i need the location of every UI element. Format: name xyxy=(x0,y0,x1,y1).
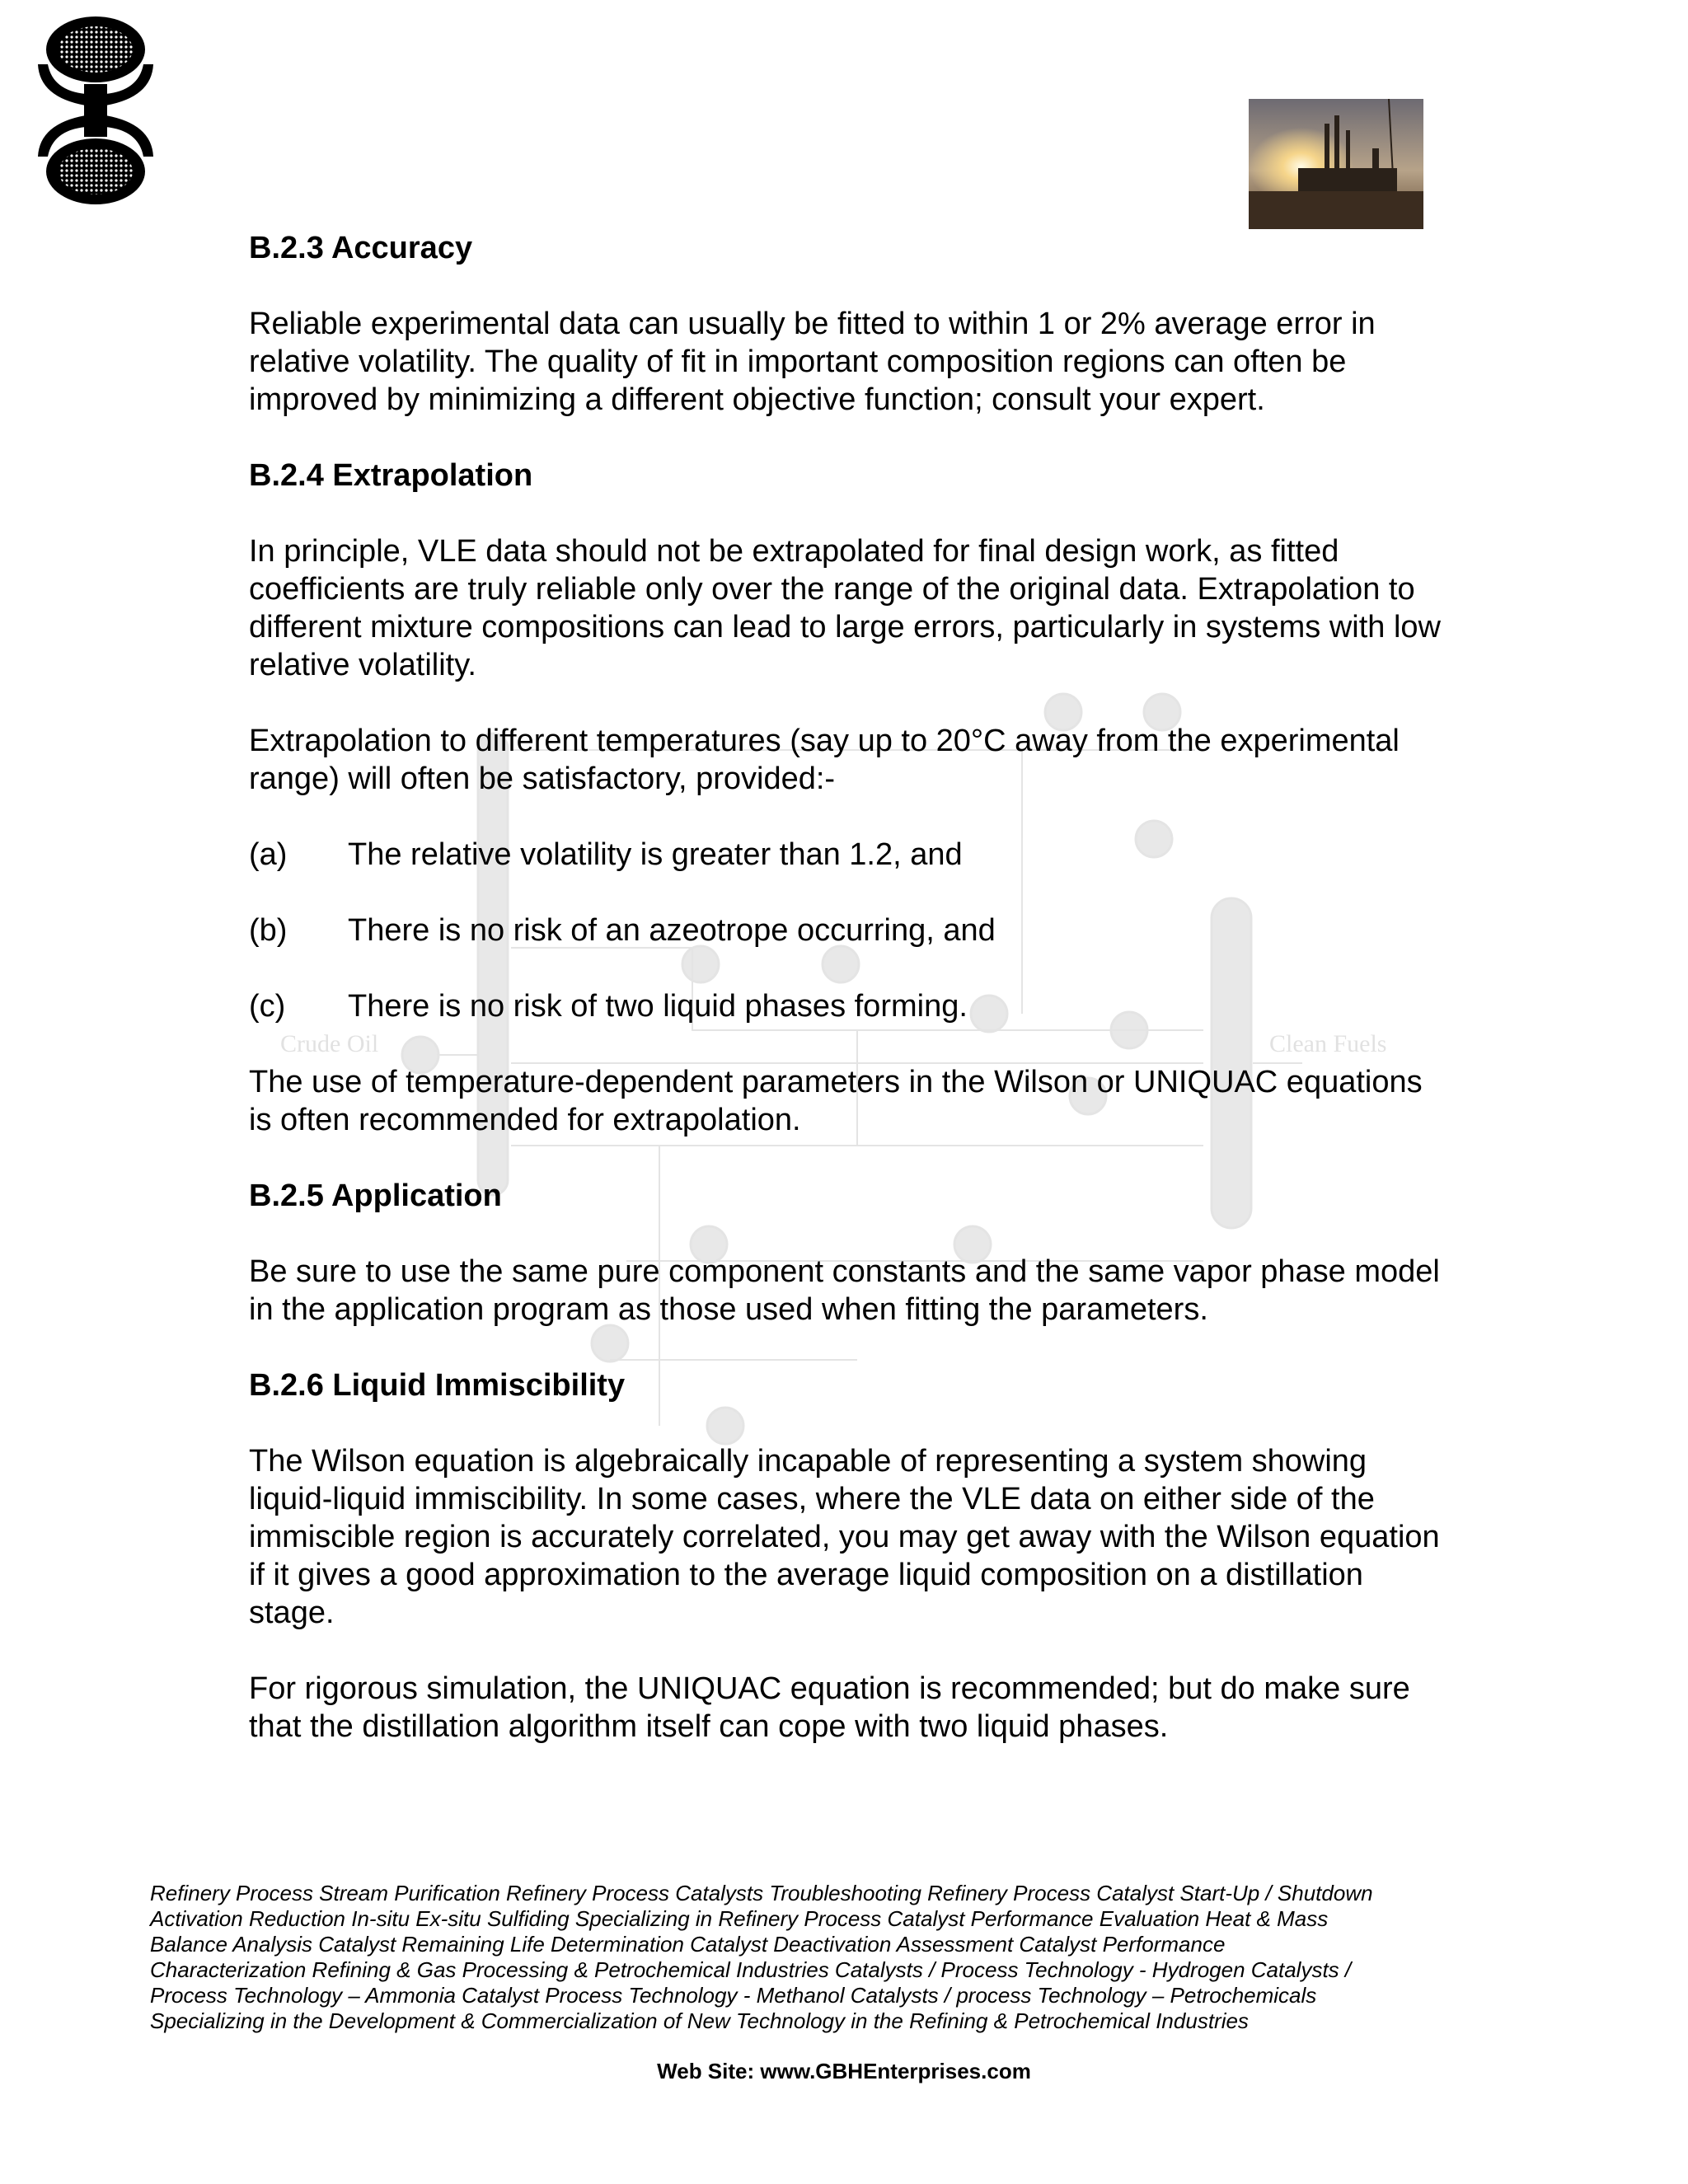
document-body xyxy=(249,229,1452,1746)
paragraph-extrapolation-2: Extrapolation to different temperatures (say up to 20°C away from the experimental range) will often be satisfactory, provided:- xyxy=(249,724,1400,796)
list-item xyxy=(249,836,1452,874)
paragraph-extrapolation-closing: The use of temperature-dependent parameters in the Wilson or UNIQUAC equations is often recommended for extrapolation. xyxy=(249,1065,1423,1137)
footer-line: Refinery Process Stream Purification Refinery Process Catalysts Troubleshooting Refinery Process Catalyst Start-Up / Shutdown xyxy=(150,1881,1373,1905)
section-heading-application: B.2.5 Application xyxy=(249,1179,502,1213)
list-item-text: The relative volatility is greater than 1.2, and xyxy=(348,837,963,872)
paragraph-accuracy: Reliable experimental data can usually be fitted to within 1 or 2% average error in relative volatility. The quality of fit in important composition regions can often be improved by minimizing a different objective function; consult your expert. xyxy=(249,307,1376,417)
website-link[interactable]: Web Site: www.GBHEnterprises.com xyxy=(657,2059,1031,2083)
refinery-photo xyxy=(1249,99,1423,229)
watermark-right-label: Clean Fuels xyxy=(1269,1030,1387,1057)
paragraph-extrapolation-1: In principle, VLE data should not be extrapolated for final design work, as fitted coefficients are truly reliable only over the range of the original data. Extrapolation to different mixture compositions can lead to large errors, particularly in systems with low relative volatility. xyxy=(249,534,1441,682)
list-item-text: There is no risk of an azeotrope occurring, and xyxy=(348,913,996,948)
footer-line: Process Technology – Ammonia Catalyst Process Technology - Methanol Catalysts / process Technology – Petrochemicals xyxy=(150,1983,1317,2008)
list-item xyxy=(249,912,1452,949)
paragraph-immiscibility-2: For rigorous simulation, the UNIQUAC equation is recommended; but do make sure that the distillation algorithm itself can cope with two liquid phases. xyxy=(249,1671,1410,1744)
list-item xyxy=(249,987,1452,1025)
footer-line: Characterization Refining & Gas Processing & Petrochemical Industries Catalysts / Process Technology - Hydrogen Catalysts / xyxy=(150,1957,1352,1982)
section-heading-accuracy: B.2.3 Accuracy xyxy=(249,231,473,265)
section-heading-liquid-immiscibility: B.2.6 Liquid Immiscibility xyxy=(249,1368,626,1403)
paragraph-immiscibility-1: The Wilson equation is algebraically incapable of representing a system showing liquid-liquid immiscibility. In some cases, where the VLE data on either side of the immiscible region is accurately correlated, you may get away with the Wilson equation if it gives a good approximation to the average liquid composition on a distillation stage. xyxy=(249,1444,1440,1630)
footer-line: Activation Reduction In-situ Ex-situ Sulfiding Specializing in Refinery Process Catalyst Performance Evaluation Heat & Mass xyxy=(150,1906,1329,1931)
paragraph-application: Be sure to use the same pure component constants and the same vapor phase model in the application program as those used when fitting the parameters. xyxy=(249,1254,1440,1327)
list-item-label: (c) xyxy=(249,989,286,1024)
footer-line: Balance Analysis Catalyst Remaining Life Determination Catalyst Deactivation Assessment Catalyst Performance xyxy=(150,1932,1226,1957)
list-item-label: (a) xyxy=(249,837,288,872)
list-item-text: There is no risk of two liquid phases forming. xyxy=(348,989,968,1024)
company-logo xyxy=(35,15,157,206)
list-item-label: (b) xyxy=(249,913,288,948)
watermark-left-label: Crude Oil xyxy=(280,1030,379,1057)
section-heading-extrapolation: B.2.4 Extrapolation xyxy=(249,458,533,493)
footer-description xyxy=(150,1881,1436,2034)
footer-line: Specializing in the Development & Commercialization of New Technology in the Refining & Petrochemical Industries xyxy=(150,2008,1249,2033)
